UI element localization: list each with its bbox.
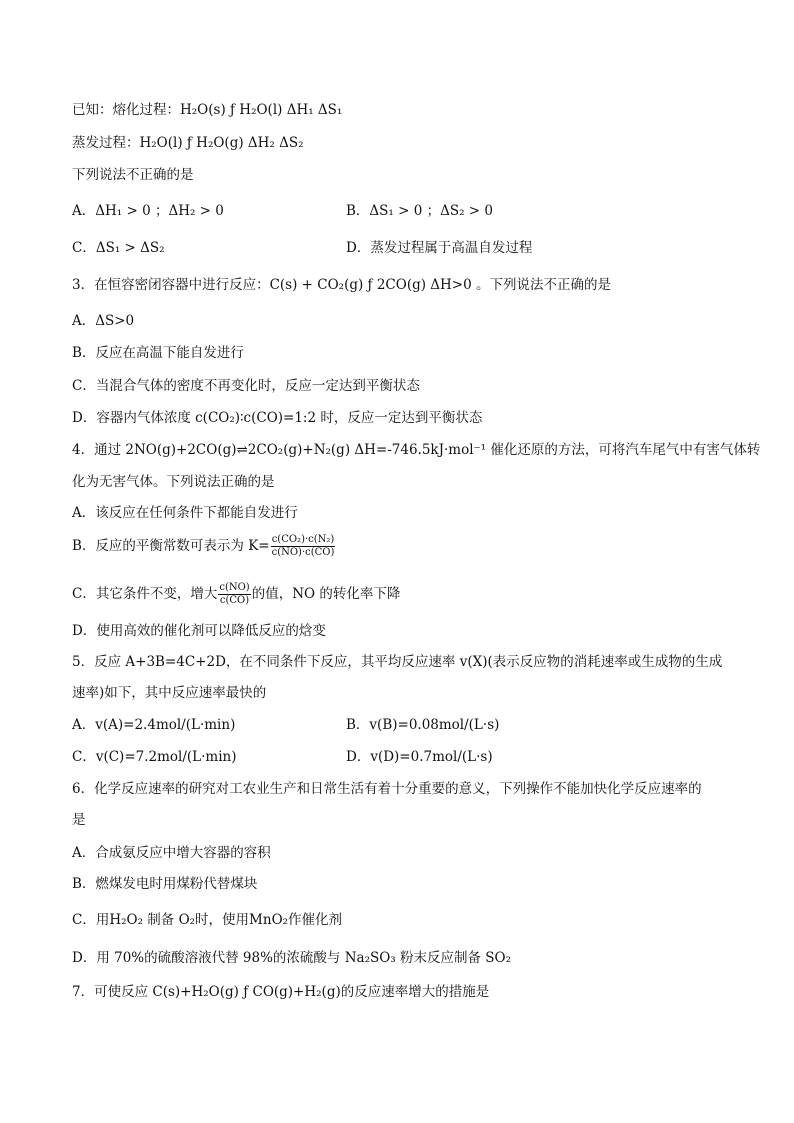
q5-stem-line-2: 速率)如下，其中反应速率最快的	[72, 685, 267, 701]
q2-option-d: D．蒸发过程属于高温自发过程	[346, 240, 533, 256]
q5-option-a: A．v(A)=2.4mol/(L·min)	[72, 717, 236, 733]
q4-option-c-suffix: 的值，NO 的转化率下降	[251, 586, 401, 602]
q6-option-a: A．合成氨反应中增大容器的容积	[72, 845, 271, 861]
q5-stem-line-1: 5．反应 A+3B=4C+2D，在不同条件下反应，其平均反应速率 v(X)(表示反应物的消耗速率或生成物的生成	[72, 654, 723, 670]
q5-option-c: C．v(C)=7.2mol/(L·min)	[72, 749, 237, 765]
given-melting-label: 已知：熔化过程：	[72, 102, 180, 118]
q2-option-a: A．ΔH₁ > 0 ；ΔH₂ > 0	[72, 203, 224, 219]
q7-stem: 7．可使反应 C(s)+H₂O(g) ƒ CO(g)+H₂(g)的反应速率增大的措施是	[72, 984, 490, 1000]
q6-option-d: D．用 70%的硫酸溶液代替 98%的浓硫酸与 Na₂SO₃ 粉末反应制备 SO₂	[72, 950, 512, 966]
concentration-ratio-fraction	[218, 582, 250, 607]
q4-option-b-prefix: B．反应的平衡常数可表示为 K=	[72, 538, 270, 554]
q3-stem: 3．在恒容密闭容器中进行反应：C(s) + CO₂(g) ƒ 2CO(g) ΔH>0 。下列说法不正确的是	[72, 277, 612, 293]
fraction-denominator: c(NO)·c(CO)	[271, 547, 335, 558]
fraction-numerator: c(NO)	[219, 582, 250, 593]
fraction-denominator: c(CO)	[219, 595, 250, 606]
q2-option-b: B．ΔS₁ > 0 ；ΔS₂ > 0	[346, 203, 493, 219]
given-evaporation-label: 蒸发过程：	[72, 135, 140, 151]
q4-option-c-prefix: C．其它条件不变，增大	[72, 586, 218, 602]
q4-stem-line-2: 化为无害气体。下列说法正确的是	[72, 474, 275, 490]
q6-option-c: C．用H₂O₂ 制备 O₂时，使用MnO₂作催化剂	[72, 912, 343, 928]
q6-stem-line-1: 6．化学反应速率的研究对工农业生产和日常生活有着十分重要的意义，下列操作不能加快化学反应速率的	[72, 781, 702, 797]
equilibrium-constant-fraction	[271, 534, 336, 559]
q4-option-b	[72, 534, 336, 559]
q6-option-b: B．燃煤发电时用煤粉代替煤块	[72, 876, 258, 892]
q3-option-b: B．反应在高温下能自发进行	[72, 345, 244, 361]
q4-option-a: A．该反应在任何条件下都能自发进行	[72, 505, 298, 521]
question-2-stem: 下列说法不正确的是	[72, 167, 194, 183]
q5-option-b: B．v(B)=0.08mol/(L·s)	[346, 717, 500, 733]
q3-option-a: A．ΔS>0	[72, 313, 135, 329]
q4-option-d: D．使用高效的催化剂可以降低反应的焓变	[72, 623, 326, 639]
q3-option-d: D．容器内气体浓度 c(CO₂)∶c(CO)=1:2 时，反应一定达到平衡状态	[72, 410, 483, 426]
q4-option-c	[72, 582, 400, 607]
given-melting-equation: H₂O(s) ƒ H₂O(l) ΔH₁ ΔS₁	[180, 102, 343, 118]
fraction-numerator: c(CO₂)·c(N₂)	[271, 534, 335, 545]
q5-option-d: D．v(D)=0.7mol/(L·s)	[346, 749, 493, 765]
q3-option-c: C．当混合气体的密度不再变化时，反应一定达到平衡状态	[72, 378, 420, 394]
q6-stem-line-2: 是	[72, 812, 86, 828]
given-line-1	[72, 100, 342, 120]
given-evaporation-equation: H₂O(l) ƒ H₂O(g) ΔH₂ ΔS₂	[139, 135, 304, 151]
q2-option-c: C．ΔS₁ > ΔS₂	[72, 240, 165, 256]
q4-stem-line-1: 4．通过 2NO(g)+2CO(g)⇌2CO₂(g)+N₂(g) ΔH=-746.5kJ·mol⁻¹ 催化还原的方法，可将汽车尾气中有害气体转	[72, 442, 761, 458]
given-line-2	[72, 133, 304, 153]
